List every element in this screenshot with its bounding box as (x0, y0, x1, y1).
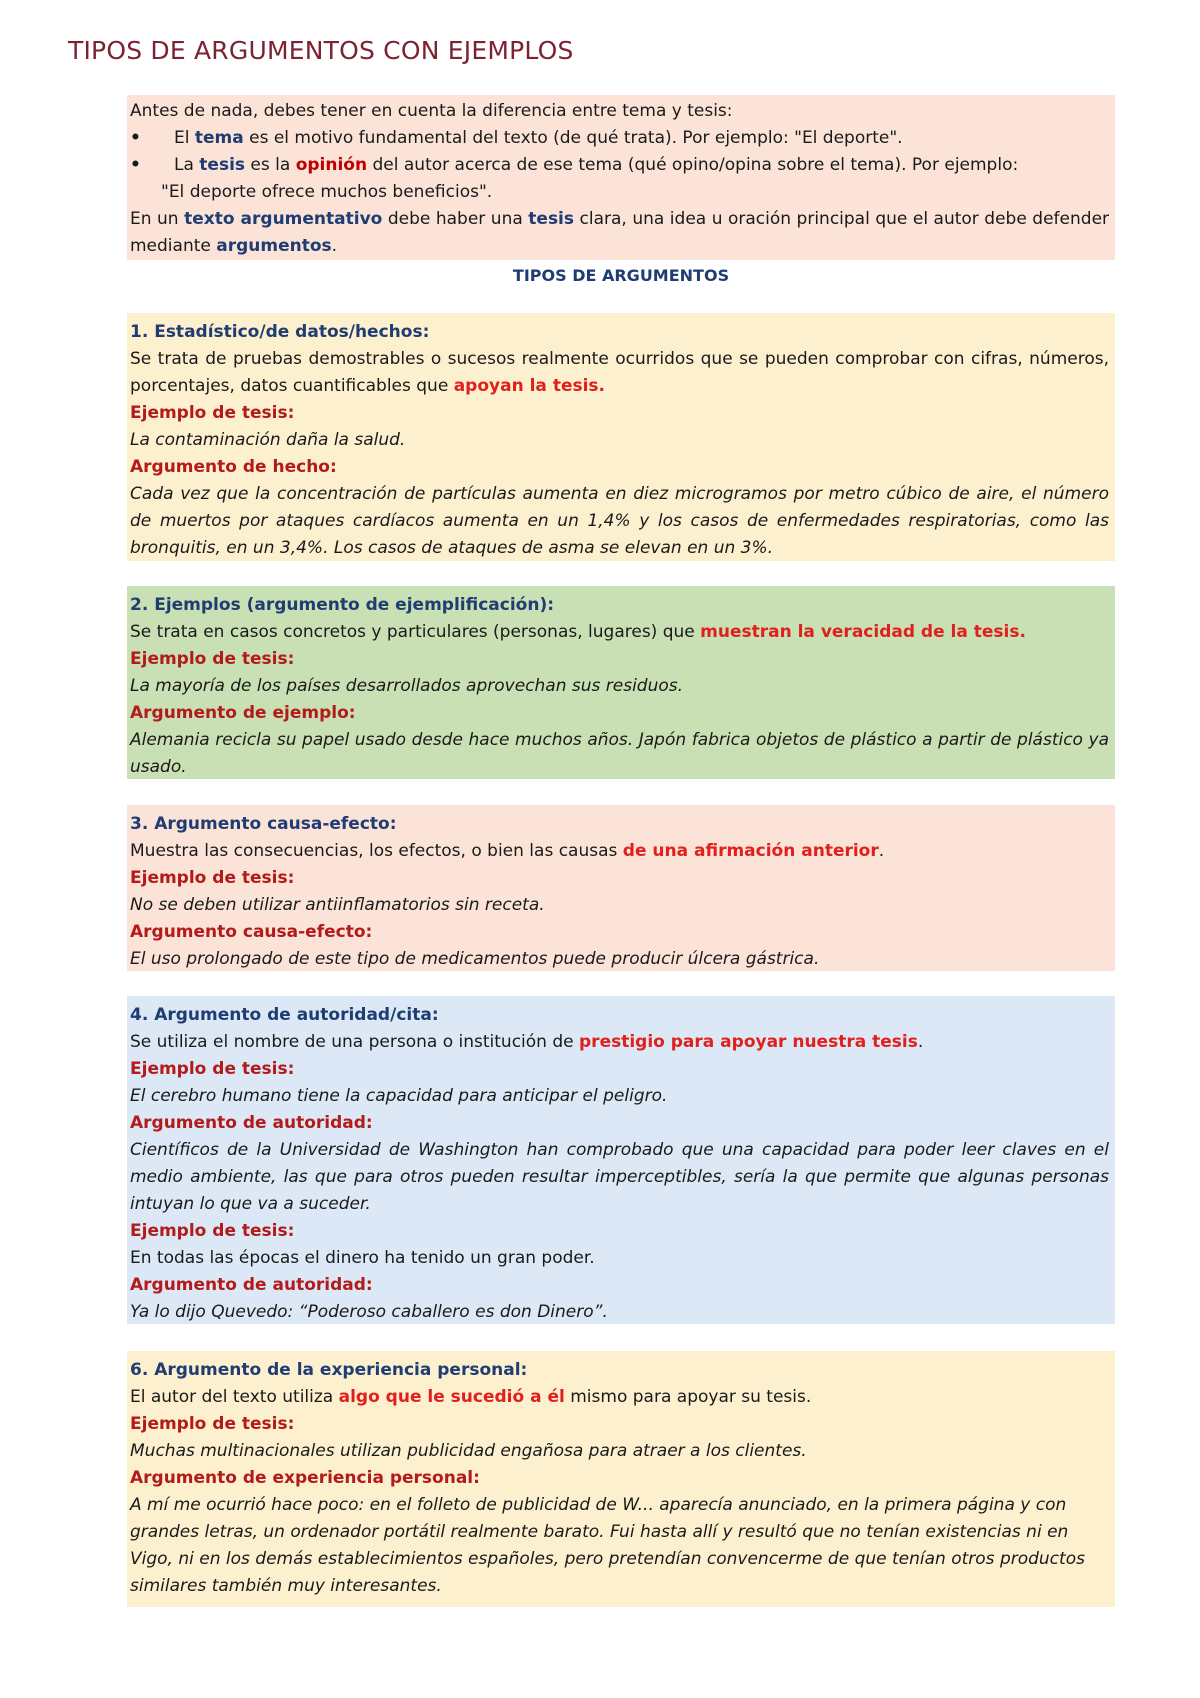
intro-para-c: debe haber una (382, 209, 529, 229)
keyword-texto-argumentativo: texto argumentativo (184, 209, 383, 229)
argument-text-2: Ya lo dijo Quevedo: “Poderoso caballero es don Dinero”. (130, 1302, 608, 1322)
box-description (130, 1384, 1109, 1411)
keyword-tesis-2: tesis (528, 209, 575, 229)
thesis-label: Ejemplo de tesis: (130, 1059, 295, 1079)
argument-label-2: Argumento de autoridad: (130, 1275, 373, 1295)
intro-para-g: . (331, 236, 338, 256)
desc-highlight: muestran la veracidad de la tesis. (700, 622, 1026, 642)
box-heading: 4. Argumento de autoridad/cita: (130, 1005, 439, 1025)
bullet-tesis-pre: La (174, 155, 200, 175)
argument-label: Argumento de hecho: (130, 457, 337, 477)
box-heading: 6. Argumento de la experiencia personal: (130, 1360, 528, 1380)
box-description (130, 619, 1109, 646)
argument-label: Argumento causa-efecto: (130, 922, 373, 942)
box-description (130, 346, 1109, 400)
thesis-text: La mayoría de los países desarrollados aprovechan sus residuos. (130, 676, 684, 696)
thesis-text: El cerebro humano tiene la capacidad para anticipar el peligro. (130, 1086, 668, 1106)
bullet-tema-post: es el motivo fundamental del texto (de qué trata). Por ejemplo: "El deporte". (243, 128, 903, 148)
keyword-tema: tema (194, 128, 244, 148)
keyword-tesis: tesis (199, 155, 246, 175)
bullet-tesis-post: del autor acerca de ese tema (qué opino/opina sobre el tema). Por ejemplo: (367, 155, 1019, 175)
bullet-tesis-mid: es la (245, 155, 296, 175)
desc-text: Se utiliza el nombre de una persona o institución de (130, 1032, 580, 1052)
desc-highlight: algo que le sucedió a él (338, 1387, 565, 1407)
thesis-label: Ejemplo de tesis: (130, 403, 295, 423)
argument-text: Científicos de la Universidad de Washington han comprobado que una capacidad para poder leer claves en el medio ambiente, las que para otros pueden resultar imperceptibles, sería la que permite que algunas personas intuyan lo que va a suceder. (130, 1140, 1109, 1214)
desc-post: . (917, 1032, 924, 1052)
intro-para-a: En un (130, 209, 185, 229)
desc-text: Se trata de pruebas demostrables o sucesos realmente ocurridos que se pueden comprobar con cifras, números, porcentajes, datos cuantificables que (130, 349, 1109, 396)
argument-box-estadistico (127, 313, 1115, 561)
desc-highlight: apoyan la tesis. (453, 376, 605, 396)
bullet-dot-icon: • (130, 155, 141, 175)
desc-text: Se trata en casos concretos y particulares (personas, lugares) que (130, 622, 701, 642)
box-description (130, 1029, 1109, 1056)
thesis-text: La contaminación daña la salud. (130, 430, 406, 450)
argument-text: A mí me ocurrió hace poco: en el folleto de publicidad de W... aparecía anunciado, en la primera página y con grandes letras, un ordenador portátil realmente barato. Fui hasta allí y resultó que no tenían existencias ni en Vigo, ni en los demás establecimientos españoles, pero pretendían convencerme de que tenían otros productos similares también muy interesantes. (130, 1495, 1085, 1596)
argument-label: Argumento de ejemplo: (130, 703, 356, 723)
thesis-text: Muchas multinacionales utilizan publicidad engañosa para atraer a los clientes. (130, 1441, 807, 1461)
thesis-text: No se deben utilizar antiinflamatorios sin receta. (130, 895, 545, 915)
box-heading: 3. Argumento causa-efecto: (130, 814, 397, 834)
bullet-tema (130, 125, 1109, 152)
bullet-dot-icon: • (130, 128, 141, 148)
box-description (130, 838, 1109, 865)
keyword-argumentos: argumentos (216, 236, 332, 256)
argument-box-causa-efecto (127, 805, 1115, 971)
desc-highlight: prestigio para apoyar nuestra tesis (579, 1032, 918, 1052)
desc-text: Muestra las consecuencias, los efectos, o bien las causas (130, 841, 623, 861)
thesis-label: Ejemplo de tesis: (130, 868, 295, 888)
bullet-tema-pre: El (174, 128, 195, 148)
argument-text: El uso prolongado de este tipo de medicamentos puede producir úlcera gástrica. (130, 949, 820, 969)
argument-box-experiencia (127, 1351, 1115, 1607)
argument-box-ejemplos (127, 586, 1115, 779)
bullet-tesis-continuation: "El deporte ofrece muchos beneficios". (161, 182, 493, 202)
bullet-tesis (130, 152, 1109, 179)
page-title: TIPOS DE ARGUMENTOS CON EJEMPLOS (68, 36, 574, 65)
intro-box (127, 95, 1115, 260)
desc-post: mismo para apoyar su tesis. (564, 1387, 812, 1407)
box-heading: 1. Estadístico/de datos/hechos: (130, 322, 430, 342)
thesis-text-2: En todas las épocas el dinero ha tenido un gran poder. (130, 1248, 595, 1268)
argument-text: Alemania recicla su papel usado desde hace muchos años. Japón fabrica objetos de plástico a partir de plástico ya usado. (130, 730, 1109, 777)
thesis-label: Ejemplo de tesis: (130, 1414, 295, 1434)
intro-paragraph (130, 206, 1109, 260)
argument-label: Argumento de autoridad: (130, 1113, 373, 1133)
desc-text: El autor del texto utiliza (130, 1387, 339, 1407)
box-heading: 2. Ejemplos (argumento de ejemplificación): (130, 595, 555, 615)
intro-line: Antes de nada, debes tener en cuenta la diferencia entre tema y tesis: (130, 101, 733, 121)
argument-box-autoridad (127, 996, 1115, 1324)
thesis-label: Ejemplo de tesis: (130, 649, 295, 669)
thesis-label-2: Ejemplo de tesis: (130, 1221, 295, 1241)
desc-post: . (878, 841, 885, 861)
keyword-opinion: opinión (295, 155, 368, 175)
desc-highlight: de una afirmación anterior (622, 841, 879, 861)
section-heading: TIPOS DE ARGUMENTOS (512, 266, 730, 285)
argument-text: Cada vez que la concentración de partículas aumenta en diez microgramos por metro cúbico de aire, el número de muertos por ataques cardíacos aumenta en un 1,4% y los casos de enfermedades respiratorias, como las bronquitis, en un 3,4%. Los casos de ataques de asma se elevan en un 3%. (130, 484, 1109, 558)
argument-label: Argumento de experiencia personal: (130, 1468, 480, 1488)
intro-para-e: clara, una idea u oración principal que el autor debe defender mediante (130, 209, 1110, 256)
